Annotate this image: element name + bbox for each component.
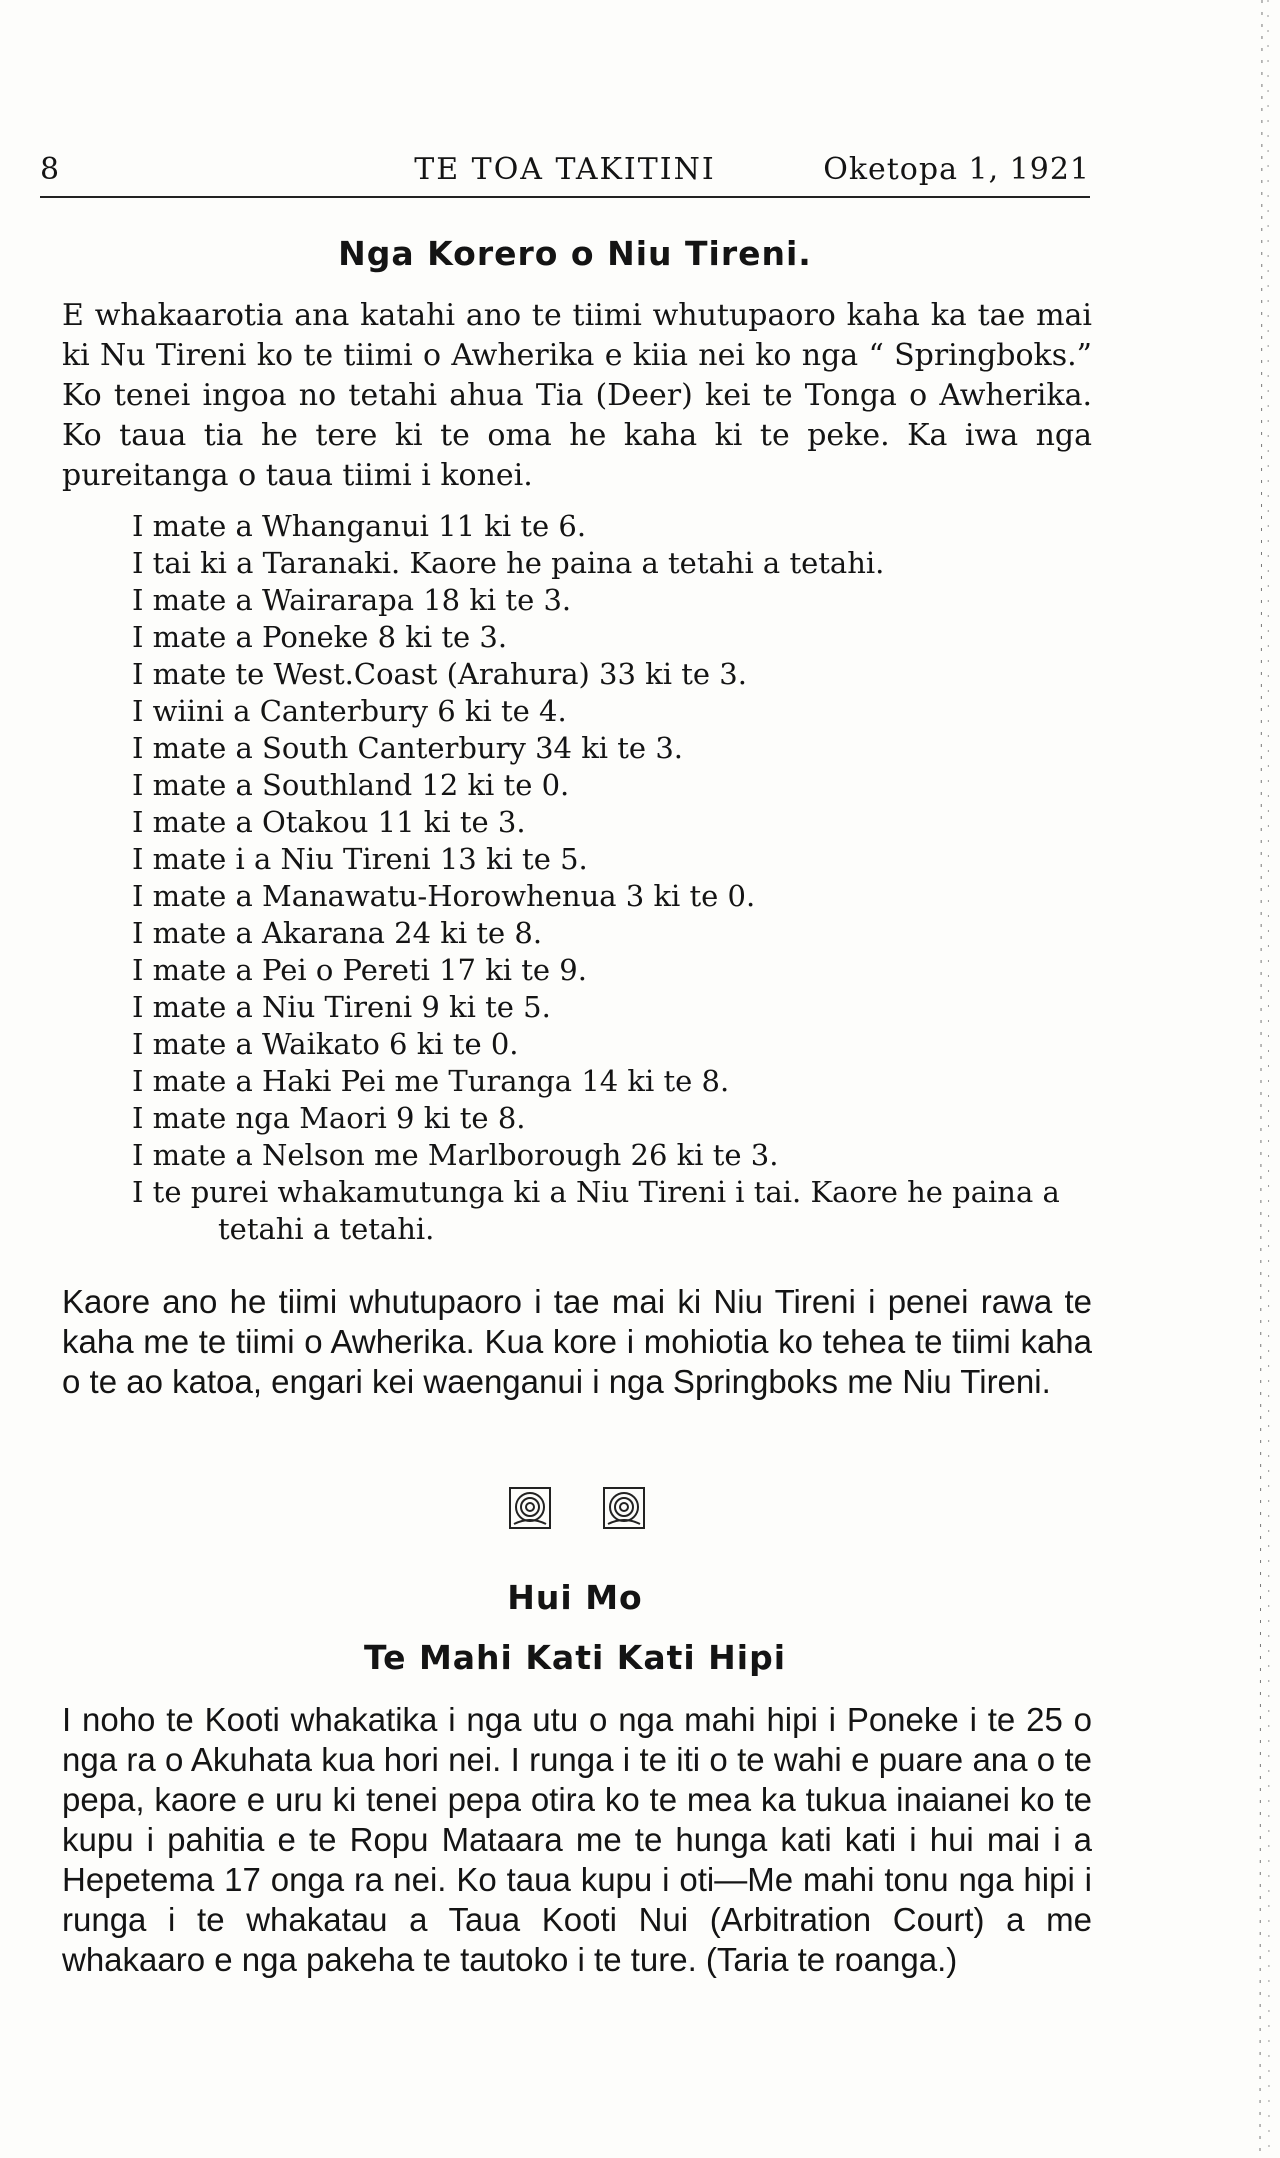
publication-title: TE TOA TAKITINI	[414, 152, 716, 187]
result-item: I mate a Waikato 6 ki te 0.	[132, 1027, 519, 1061]
result-item: I mate a Otakou 11 ki te 3.	[132, 805, 526, 839]
result-item: I wiini a Canterbury 6 ki te 4.	[132, 694, 567, 728]
result-item: I mate a Wairarapa 18 ki te 3.	[132, 583, 572, 617]
result-item: I mate a Manawatu-Horowhenua 3 ki te 0.	[132, 879, 756, 913]
match-results-list	[132, 508, 1092, 1248]
result-item: I te purei whakamutunga ki a Niu Tireni i tai. Kaore he paina a tetahi a tetahi.	[132, 1175, 1060, 1246]
page-number: 8	[40, 152, 61, 187]
spiral-ornament-icon	[508, 1486, 552, 1530]
article-closing: Kaore ano he tiimi whutupaoro i tae mai ki Niu Tireni i penei rawa te kaha me te tiimi o Awherika. Kua kore i mohiotia ko tehea te tiimi kaha o te ao katoa, engari kei waenganui i nga Springboks me Niu Tireni.	[62, 1283, 1092, 1400]
result-item: I mate a Akarana 24 ki te 8.	[132, 916, 543, 950]
article2-body: I noho te Kooti whakatika i nga utu o nga mahi hipi i Poneke i te 25 o nga ra o Akuhata kua hori nei. I runga i te iti o te wahi e puare ana o te pepa, kaore e uru ki tenei pepa otira ko te mea ka tukua inaianei ko te kupu i pahitia e te Ropu Mataara me te hunga kati kati i hui mai i a Hepetema 17 onga ra nei. Ko taua kupu i oti—Me mahi tonu nga hipi i runga i te whakatau a Taua Kooti Nui (Arbitration Court) a me whakaaro e nga pakeha te tautoko i te ture. (Taria te roanga.)	[62, 1701, 1092, 1978]
result-item: I mate a Southland 12 ki te 0.	[132, 768, 570, 802]
result-item: I mate a Niu Tireni 9 ki te 5.	[132, 990, 551, 1024]
article-title: Nga Korero o Niu Tireni.	[338, 234, 812, 273]
result-item: I mate a South Canterbury 34 ki te 3.	[132, 731, 683, 765]
result-item: I mate a Whanganui 11 ki te 6.	[132, 509, 587, 543]
result-item: I mate a Poneke 8 ki te 3.	[132, 620, 508, 654]
issue-date: Oketopa 1, 1921	[823, 152, 1090, 187]
scan-edge-marks	[1248, 0, 1274, 2158]
page-header	[40, 152, 1090, 198]
article2-title: Hui Mo	[507, 1578, 643, 1617]
result-item: I mate nga Maori 9 ki te 8.	[132, 1101, 526, 1135]
result-item: I mate a Nelson me Marlborough 26 ki te 3.	[132, 1138, 779, 1172]
result-item: I mate te West.Coast (Arahura) 33 ki te 3.	[132, 657, 747, 691]
result-item: I tai ki a Taranaki. Kaore he paina a tetahi a tetahi.	[132, 546, 885, 580]
result-item: I mate a Haki Pei me Turanga 14 ki te 8.	[132, 1064, 730, 1098]
article2-subtitle: Te Mahi Kati Kati Hipi	[363, 1638, 787, 1677]
article-intro: E whakaarotia ana katahi ano te tiimi whutupaoro kaha ka tae mai ki Nu Tireni ko te tiimi o Awherika e kiia nei ko nga “ Springboks.” Ko tenei ingoa no tetahi ahua Tia (Deer) kei te Tonga o Awherika. Ko taua tia he tere ki te oma he kaha ki te peke. Ka iwa nga pureitanga o taua tiimi i konei.	[62, 298, 1092, 493]
section-divider	[0, 1486, 1280, 1546]
result-item: I mate a Pei o Pereti 17 ki te 9.	[132, 953, 587, 987]
result-item: I mate i a Niu Tireni 13 ki te 5.	[132, 842, 588, 876]
spiral-ornament-icon	[602, 1486, 646, 1530]
